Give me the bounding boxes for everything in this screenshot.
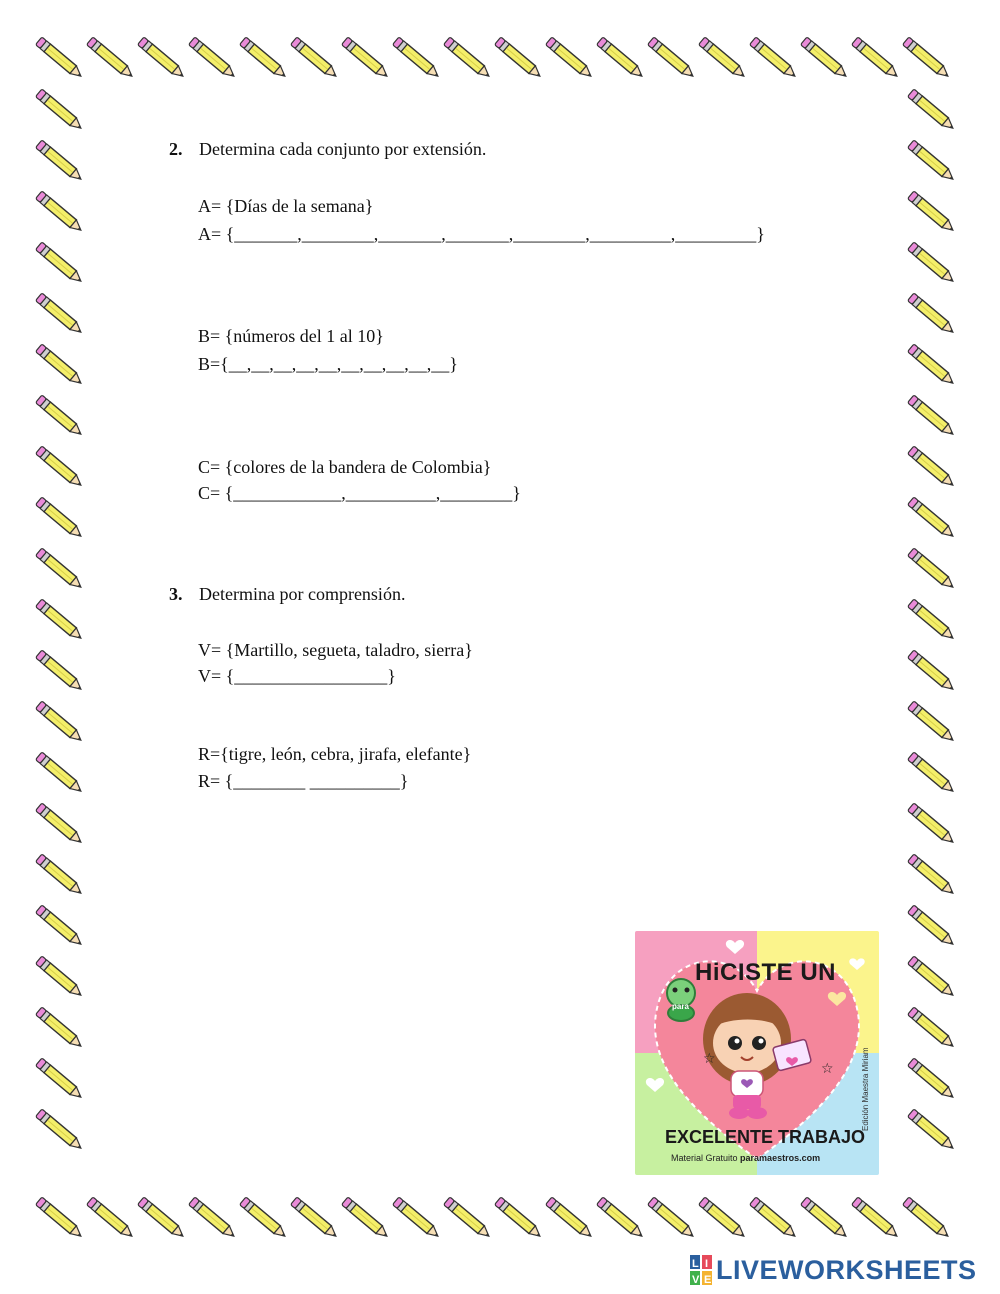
pencil-icon: [36, 1007, 85, 1050]
pencil-icon: [36, 1197, 85, 1240]
pencil-icon: [36, 854, 85, 897]
setB-blank-answer[interactable]: B={__,__,__,__,__,__,__,__,__,__}: [198, 354, 458, 374]
pencil-icon: [908, 1109, 957, 1152]
pencil-icon: [495, 1197, 544, 1240]
badge-footer-left: Material Gratuito: [671, 1153, 738, 1163]
setA-blank-answer[interactable]: A= {_______,________,_______,_______,________,_________,_________}: [198, 224, 765, 244]
pencil-icon: [240, 1197, 289, 1240]
pencil-icon: [36, 599, 85, 642]
pencil-icon: [903, 37, 952, 80]
pencil-icon: [36, 37, 85, 80]
pencil-icon: [908, 497, 957, 540]
pencil-icon: [36, 446, 85, 489]
badge-title: HiCISTE UN: [695, 959, 837, 986]
pencil-icon: [908, 446, 957, 489]
pencil-icon: [444, 1197, 493, 1240]
badge-side-text: Edición Maestra Miriam: [861, 1047, 870, 1131]
pencil-icon: [908, 344, 957, 387]
pencil-icon: [908, 242, 957, 285]
exercise3-number: 3.: [169, 583, 183, 604]
pencil-icon: [36, 242, 85, 285]
pencil-icon: [801, 37, 850, 80]
setR-definition: R={tigre, león, cebra, jirafa, elefante}: [198, 744, 472, 764]
logo-letter-v: V: [692, 1274, 700, 1285]
pencil-icon: [750, 1197, 799, 1240]
exercise3-heading: [160, 562, 405, 605]
pencil-icon: [87, 37, 136, 80]
pencil-icon: [444, 37, 493, 80]
pencil-icon: [87, 1197, 136, 1240]
liveworksheets-logo-icon: [690, 1255, 712, 1285]
pencil-icon: [908, 956, 957, 999]
pencil-icon: [138, 37, 187, 80]
liveworksheets-logo[interactable]: [690, 1252, 977, 1288]
pencil-icon: [908, 1007, 957, 1050]
badge-turtle-label: para: [672, 1002, 689, 1011]
pencil-icon: [393, 37, 442, 80]
setA-definition: A= {Días de la semana}: [198, 196, 374, 216]
pencil-icon: [36, 191, 85, 234]
pencil-icon: [546, 1197, 595, 1240]
pencil-icon: [908, 854, 957, 897]
pencil-icon: [648, 1197, 697, 1240]
pencil-icon: [750, 37, 799, 80]
pencil-icon: [36, 293, 85, 336]
pencil-icon: [852, 1197, 901, 1240]
logo-letter-i: I: [705, 1258, 709, 1270]
pencil-icon: [648, 37, 697, 80]
pencil-icon: [908, 293, 957, 336]
pencil-icon: [36, 497, 85, 540]
pencil-icon: [908, 599, 957, 642]
pencil-icon: [908, 701, 957, 744]
setR-blank-answer[interactable]: R= {________ __________}: [198, 771, 409, 791]
setC-blank-answer[interactable]: C= {____________,__________,________}: [198, 483, 521, 503]
badge-subtitle: EXCELENTE TRABAJO: [665, 1127, 866, 1147]
pencil-icon: [36, 395, 85, 438]
pencil-icon: [189, 37, 238, 80]
pencil-icon: [291, 37, 340, 80]
pencil-icon: [36, 140, 85, 183]
pencil-icon: [908, 89, 957, 132]
pencil-icon: [908, 803, 957, 846]
pencil-icon: [699, 37, 748, 80]
setV-blank-answer[interactable]: V= {_________________}: [198, 666, 396, 686]
badge-footer-right: paramaestros.com: [740, 1153, 821, 1163]
exercise3-instruction: Determina por comprensión.: [199, 583, 406, 604]
pencil-icon: [36, 803, 85, 846]
pencil-icon: [36, 701, 85, 744]
svg-text:☆: ☆: [821, 1061, 834, 1077]
pencil-icon: [342, 1197, 391, 1240]
pencil-icon: [36, 650, 85, 693]
setV-definition: V= {Martillo, segueta, taladro, sierra}: [198, 640, 473, 660]
pencil-icon: [546, 37, 595, 80]
badge-footer: [671, 1153, 820, 1163]
pencil-icon: [801, 1197, 850, 1240]
pencil-icon: [36, 89, 85, 132]
pencil-icon: [908, 395, 957, 438]
pencil-icon: [852, 37, 901, 80]
pencil-icon: [908, 140, 957, 183]
pencil-icon: [597, 1197, 646, 1240]
pencil-icon: [495, 37, 544, 80]
exercise2-number: 2.: [169, 138, 183, 159]
exercise2-instruction: Determina cada conjunto por extensión.: [199, 138, 487, 159]
exercise2-heading: [160, 117, 486, 160]
pencil-icon: [342, 37, 391, 80]
pencil-icon: [36, 344, 85, 387]
setB-definition: B= {números del 1 al 10}: [198, 326, 384, 346]
liveworksheets-logo-text: LIVEWORKSHEETS: [716, 1254, 977, 1285]
pencil-icon: [908, 752, 957, 795]
setC-definition: C= {colores de la bandera de Colombia}: [198, 457, 492, 477]
pencil-icon: [36, 905, 85, 948]
pencil-icon: [36, 752, 85, 795]
pencil-icon: [903, 1197, 952, 1240]
logo-letter-l: L: [692, 1258, 699, 1270]
pencil-icon: [189, 1197, 238, 1240]
pencil-icon: [908, 650, 957, 693]
pencil-icon: [393, 1197, 442, 1240]
pencil-icon: [908, 191, 957, 234]
pencil-icon: [138, 1197, 187, 1240]
pencil-icon: [908, 905, 957, 948]
pencil-icon: [240, 37, 289, 80]
pencil-icon: [36, 1109, 85, 1152]
pencil-icon: [36, 1058, 85, 1101]
pencil-icon: [36, 956, 85, 999]
pencil-icon: [699, 1197, 748, 1240]
pencil-icon: [36, 548, 85, 591]
pencil-icon: [908, 548, 957, 591]
svg-text:☆: ☆: [703, 1051, 716, 1067]
pencil-icon: [908, 1058, 957, 1101]
excellent-work-sticker: [635, 931, 879, 1175]
pencil-icon: [291, 1197, 340, 1240]
pencil-icon: [597, 37, 646, 80]
logo-letter-e: E: [704, 1274, 712, 1285]
